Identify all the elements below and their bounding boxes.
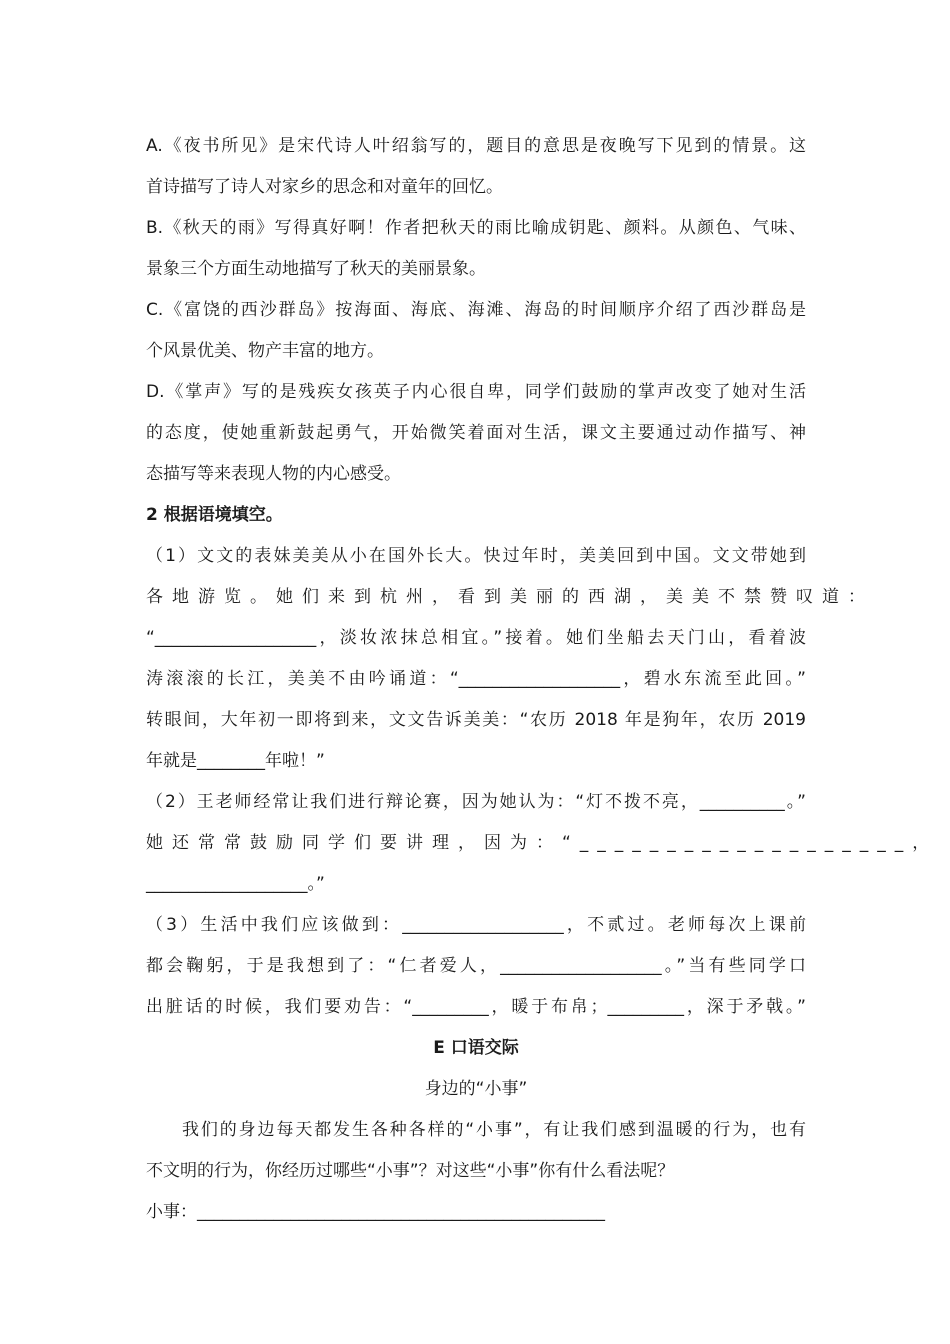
part-1-line-5: 转眼间，大年初一即将到来，文文告诉美美：“农历 2018 年是狗年，农历 2019 bbox=[146, 710, 806, 730]
part-3-line-2: 都会鞠躬，于是我想到了：“仁者爱人，___________________。”当有些同学口 bbox=[146, 956, 806, 976]
section-e-paragraph-line-1: 我们的身边每天都发生各种各样的“小事”，有让我们感到温暖的行为，也有 bbox=[182, 1120, 806, 1140]
part-1-line-1: （1）文文的表妹美美从小在国外长大。快过年时，美美回到中国。文文带她到 bbox=[146, 546, 806, 566]
part-2-line-3: ___________________。” bbox=[146, 874, 325, 894]
part-1-line-2: 各地游览。她们来到杭州，看到美丽的西湖，美美不禁赞叹道： bbox=[146, 587, 874, 607]
option-c-line-1: C.《富饶的西沙群岛》按海面、海底、海滩、海岛的时间顺序介绍了西沙群岛是 bbox=[146, 300, 806, 320]
option-a-line-2: 首诗描写了诗人对家乡的思念和对童年的回忆。 bbox=[146, 177, 503, 197]
part-2-line-1: （2）王老师经常让我们进行辩论赛，因为她认为：“灯不拨不亮，__________。” bbox=[146, 792, 806, 812]
part-1-line-3: “___________________，淡妆浓抹总相宜。”接着。她们坐船去天门山，看着波 bbox=[146, 628, 806, 648]
part-3-line-1: （3）生活中我们应该做到：___________________，不贰过。老师每次上课前 bbox=[146, 915, 806, 935]
option-a-line-1: A.《夜书所见》是宋代诗人叶绍翁写的，题目的意思是夜晚写下见到的情景。这 bbox=[146, 136, 806, 156]
question-2-part-2 bbox=[146, 782, 939, 905]
section-e-answer-line: 小事：________________________________________________ bbox=[146, 1202, 605, 1222]
option-d-line-2: 的态度，使她重新鼓起勇气，开始微笑着面对生活，课文主要通过动作描写、神 bbox=[146, 423, 806, 443]
part-3-line-3: 出脏话的时候，我们要劝告：“_________，暖于布帛；_________，深于矛戟。” bbox=[146, 997, 806, 1017]
option-a bbox=[146, 126, 806, 208]
part-2-line-2: 她还常常鼓励同学们要讲理，因为：“___________________， bbox=[146, 833, 939, 853]
option-c-line-2: 个风景优美、物产丰富的地方。 bbox=[146, 341, 384, 361]
section-e-subtitle: 身边的“小事” bbox=[424, 1079, 528, 1099]
section-e-paragraph-line-2: 不文明的行为，你经历过哪些“小事”？对这些“小事”你有什么看法呢？ bbox=[146, 1161, 675, 1181]
option-d-line-1: D.《掌声》写的是残疾女孩英子内心很自卑，同学们鼓励的掌声改变了她对生活 bbox=[146, 382, 806, 402]
option-b-line-2: 景象三个方面生动地描写了秋天的美丽景象。 bbox=[146, 259, 486, 279]
option-d-line-3: 态描写等来表现人物的内心感受。 bbox=[146, 464, 401, 484]
option-b bbox=[146, 208, 806, 290]
question-2-part-1 bbox=[146, 536, 874, 782]
worksheet-page bbox=[146, 126, 939, 1233]
option-d bbox=[146, 372, 806, 495]
question-2-heading: 2 根据语境填空。 bbox=[146, 505, 283, 525]
part-1-line-4: 涛滚滚的长江，美美不由吟诵道：“___________________，碧水东流至此回。” bbox=[146, 669, 806, 689]
question-2-part-3 bbox=[146, 905, 806, 1028]
option-c bbox=[146, 290, 806, 372]
option-b-line-1: B.《秋天的雨》写得真好啊！作者把秋天的雨比喻成钥匙、颜料。从颜色、气味、 bbox=[146, 218, 806, 238]
part-1-line-6: 年就是________年啦！” bbox=[146, 751, 325, 771]
section-e-heading: E 口语交际 bbox=[433, 1038, 519, 1058]
